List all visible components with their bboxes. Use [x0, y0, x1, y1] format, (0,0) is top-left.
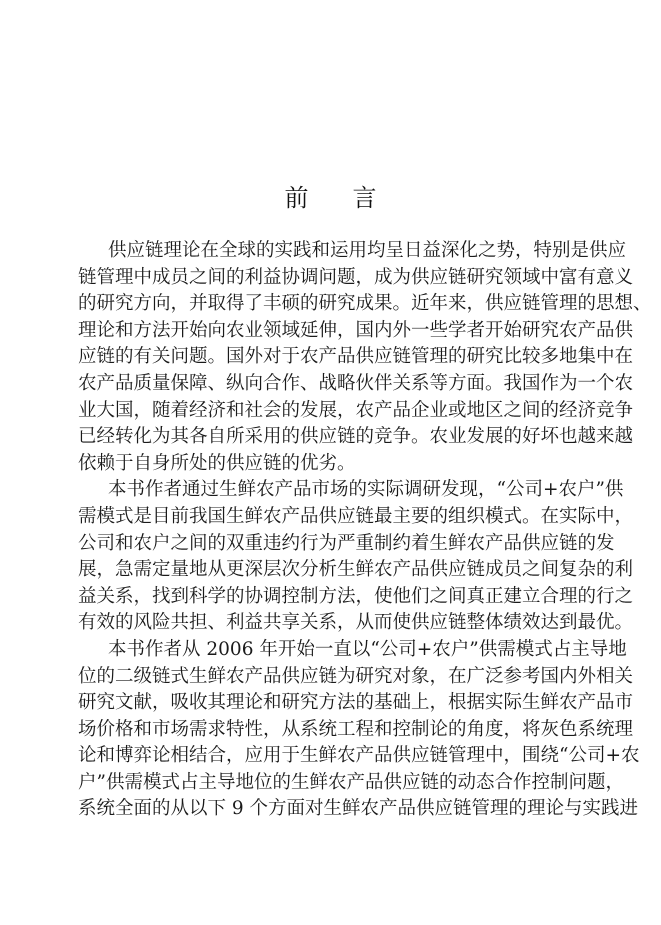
text-line: 有效的风险共担、利益共享关系，从而使供应链整体绩效达到最优。: [78, 612, 634, 634]
text-line: 农产品质量保障、纵向合作、战略伙伴关系等方面。我国作为一个农: [78, 372, 634, 394]
text-line: 的研究方向，并取得了丰硕的研究成果。近年来，供应链管理的思想、: [78, 293, 652, 315]
paragraph: [78, 637, 640, 823]
text-line: 系统全面的从以下 9 个方面对生鲜农产品供应链管理的理论与实践进: [78, 798, 639, 820]
text-line: 位的二级链式生鲜农产品供应链为研究对象，在广泛参考国内外相关: [78, 665, 634, 687]
text-line: 论和博弈论相结合，应用于生鲜农产品供应链管理中，围绕“公司+农: [78, 745, 640, 767]
text-line: 场价格和市场需求特性，从系统工程和控制论的角度，将灰色系统理: [78, 718, 634, 740]
preface-body: [78, 238, 652, 823]
text-line: 展，急需定量地从更深层次分析生鲜农产品供应链成员之间复杂的利: [78, 559, 634, 581]
text-line: 本书作者通过生鲜农产品市场的实际调研发现，“公司+农户”供: [108, 479, 624, 501]
paragraph: [78, 238, 652, 477]
paragraph: [78, 477, 634, 637]
text-line: 需模式是目前我国生鲜农产品供应链最主要的组织模式。在实际中，: [78, 505, 634, 527]
text-line: 依赖于自身所处的供应链的优劣。: [78, 452, 356, 474]
text-line: 益关系，找到科学的协调控制方法，使他们之间真正建立合理的行之: [78, 585, 634, 607]
text-line: 已经转化为其各自所采用的供应链的竞争。农业发展的好坏也越来越: [78, 426, 634, 448]
text-line: 户”供需模式占主导地位的生鲜农产品供应链的动态合作控制问题，: [78, 771, 624, 793]
text-line: 公司和农户之间的双重违约行为严重制约着生鲜农产品供应链的发: [78, 532, 615, 554]
text-line: 链管理中成员之间的利益协调问题，成为供应链研究领域中富有意义: [78, 266, 634, 288]
text-line: 研究文献，吸收其理论和研究方法的基础上，根据实际生鲜农产品市: [78, 692, 634, 714]
text-line: 业大国，随着经济和社会的发展，农产品企业或地区之间的经济竞争: [78, 399, 634, 421]
text-line: 理论和方法开始向农业领域延伸，国内外一些学者开始研究农产品供: [78, 319, 634, 341]
page-title: 前言: [284, 184, 421, 212]
text-line: 供应链理论在全球的实践和运用均呈日益深化之势，特别是供应: [108, 240, 627, 261]
text-line: 应链的有关问题。国外对于农产品供应链管理的研究比较多地集中在: [78, 346, 634, 368]
text-line: 本书作者从 2006 年开始一直以“公司+农户”供需模式占主导地: [108, 638, 627, 660]
